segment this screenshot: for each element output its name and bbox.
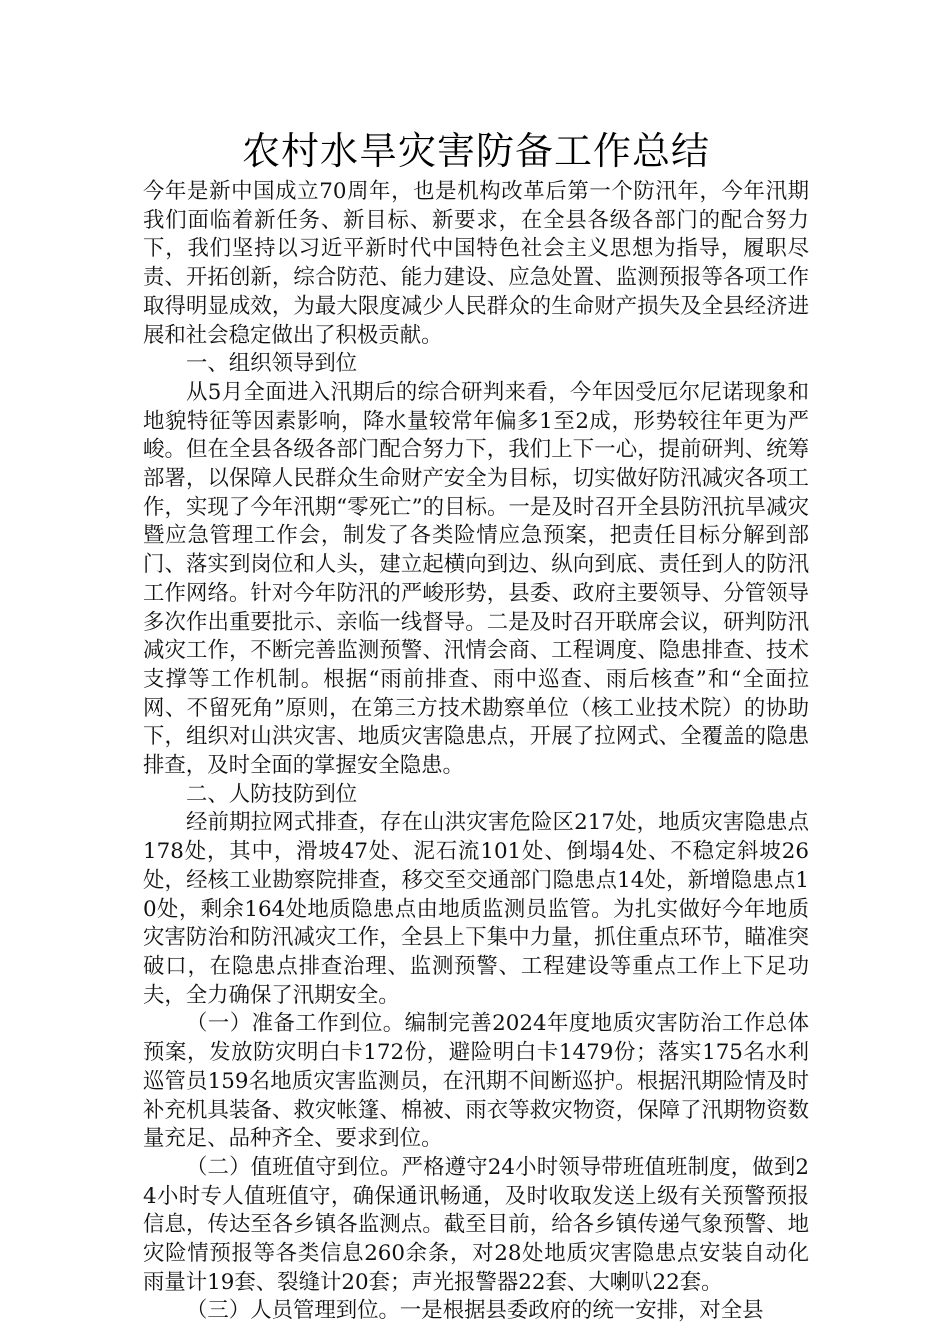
- personnel-paragraph: （三）人员管理到位。一是根据县委政府的统一安排，对全县: [186, 1298, 764, 1324]
- section-heading-organization: 一、组织领导到位: [186, 351, 358, 377]
- intro-paragraph: 今年是新中国成立70周年，也是机构改革后第一个防汛年，今年汛期我们面临着新任务、新目标、新要求，在全县各级各部门的配合努力下，我们坚持以习近平新时代中国特色社会主义思想为指导，履职尽责、开拓创新，综合防范、能力建设、应急处置、监测预报等各项工作取得明显成效，为最大限度减少人民群众的生命财产损失及全县经济进展和社会稳定做出了积极贡献。: [143, 179, 809, 348]
- document-title: 农村水旱灾害防备工作总结: [241, 129, 710, 173]
- organization-paragraph: 从5月全面进入汛期后的综合研判来看，今年因受厄尔尼诺现象和地貌特征等因素影响，降水量较常年偏多1至2成，形势较往年更为严峻。但在全县各级各部门配合努力下，我们上下一心，提前研判、统筹部署，以保障人民群众生命财产安全为目标，切实做好防汛减灾各项工作，实现了今年汛期“零死亡”的目标。一是及时召开全县防汛抗旱减灾暨应急管理工作会，制发了各类险情应急预案，把责任目标分解到部门、落实到岗位和人头，建立起横向到边、纵向到底、责任到人的防汛工作网络。针对今年防汛的严峻形势，县委、政府主要领导、分管领导多次作出重要批示、亲临一线督导。二是及时召开联席会议，研判防汛减灾工作，不断完善监测预警、汛情会商、工程调度、隐患排查、技术支撑等工作机制。根据“雨前排查、雨中巡查、雨后核查”和“全面拉网、不留死角”原则，在第三方技术勘察单位（核工业技术院）的协助下，组织对山洪灾害、地质灾害隐患点，开展了拉网式、全覆盖的隐患排查，及时全面的掌握安全隐患。: [143, 379, 809, 779]
- prevention-paragraph: 经前期拉网式排查，存在山洪灾害危险区217处，地质灾害隐患点178处，其中，滑坡47处、泥石流101处、倒塌4处、不稳定斜坡26处，经核工业勘察院排查，移交至交通部门隐患点14处，新增隐患点10处，剩余164处地质隐患点由地质监测员监管。为扎实做好今年地质灾害防治和防汛减灾工作，全县上下集中力量，抓住重点环节，瞄准突破口，在隐患点排查治理、监测预警、工程建设等重点工作上下足功夫，全力确保了汛期安全。: [143, 810, 809, 1008]
- document-body: [143, 124, 809, 1326]
- duty-paragraph: （二）值班值守到位。严格遵守24小时领导带班值班制度，做到24小时专人值班值守，确保通讯畅通，及时收取发送上级有关预警预报信息，传达至各乡镇各监测点。截至目前，给各乡镇传递气象预警、地灾险情预报等各类信息260余条，对28处地质灾害隐患点安装自动化雨量计19套、裂缝计20套；声光报警器22套、大喇叭22套。: [143, 1154, 809, 1295]
- section-heading-prevention: 二、人防技防到位: [186, 781, 358, 807]
- preparation-paragraph: （一）准备工作到位。编制完善2024年度地质灾害防治工作总体预案，发放防灾明白卡172份，避险明白卡1479份；落实175名水利巡管员159名地质灾害监测员，在汛期不间断巡护。根据汛期险情及时补充机具装备、救灾帐篷、棉被、雨衣等救灾物资，保障了汛期物资数量充足、品种齐全、要求到位。: [143, 1011, 809, 1152]
